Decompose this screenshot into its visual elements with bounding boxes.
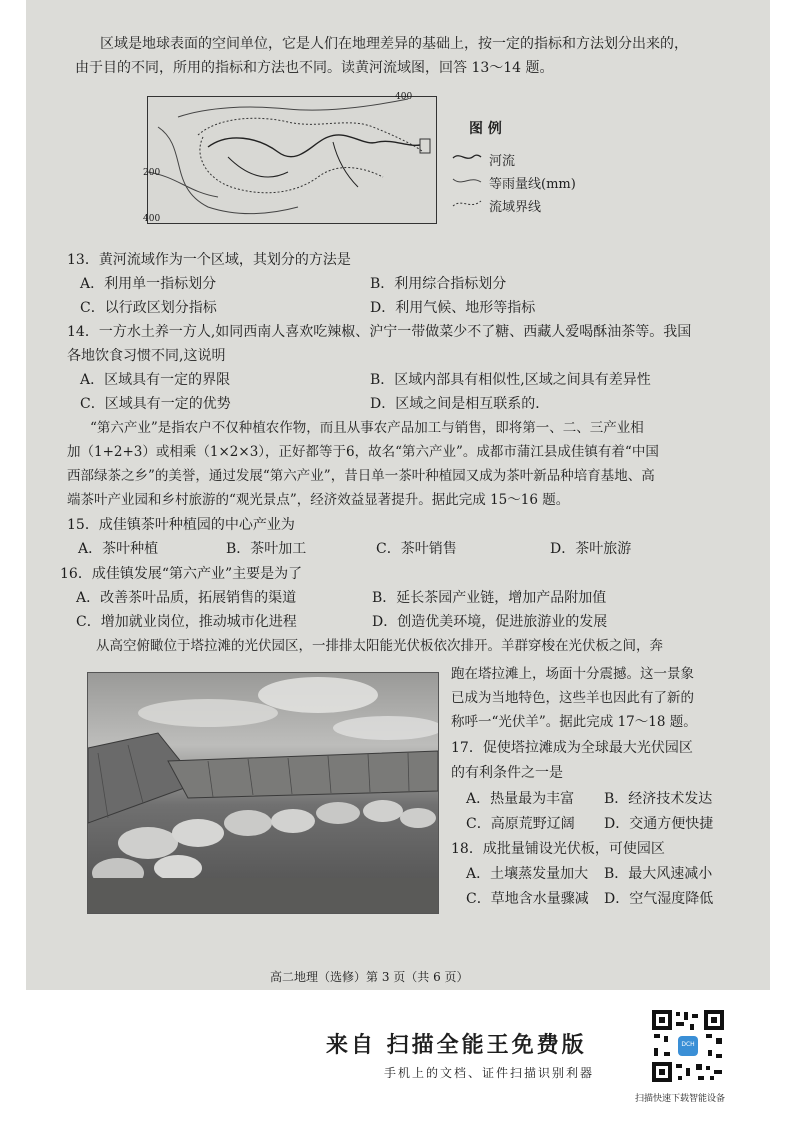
page-number-label: 高二地理（选修）第 3 页（共 6 页）	[270, 970, 469, 984]
qr-center-logo-text: DCH	[681, 1041, 695, 1048]
isohyet-line-top	[178, 99, 408, 117]
q16-option-d: D．创造优美环境，促进旅游业的发展	[372, 614, 608, 630]
q16-option-a: A．改善茶叶品质，拓展销售的渠道	[76, 590, 297, 606]
passage3-line-1: 从高空俯瞰位于塔拉滩的光伏园区，一排排太阳能光伏板依次排开。羊群穿梭在光伏板之间，奔	[96, 638, 663, 654]
q15-stem: 15．成佳镇茶叶种植园的中心产业为	[67, 517, 295, 533]
yellow-river-main-line	[208, 135, 420, 157]
passage3-line-3: 已成为当地特色，这些羊也因此有了新的	[451, 690, 694, 706]
q13-option-a: A．利用单一指标划分	[80, 276, 217, 292]
tributary-line-2	[333, 142, 358, 187]
q14-stem-line-2: 各地饮食习惯不同,这说明	[67, 348, 226, 364]
passage2-line-1: “第六产业”是指农户不仅种植农作物，而且从事农产品加工与销售，即将第一、二、三产业相	[90, 420, 644, 436]
q15-option-d: D．茶叶旅游	[550, 541, 632, 557]
scanner-brand-title: 来自 扫描全能王免费版	[326, 1032, 587, 1058]
intro-line-1: 区域是地球表面的空间单位，它是人们在地理差异的基础上，按一定的指标和方法划分出来的，	[100, 36, 688, 52]
scanner-brand-subtitle: 手机上的文档、证件扫描识别利器	[384, 1066, 595, 1080]
q17-option-a: A．热量最为丰富	[466, 791, 575, 807]
yellow-river-basin-map	[147, 96, 437, 224]
q14-option-b: B．区域内部具有相似性,区域之间具有差异性	[370, 372, 651, 388]
q16-option-c: C．增加就业岗位，推动城市化进程	[76, 614, 297, 630]
map-tick-left-bottom: 400	[143, 214, 161, 224]
isohyet-legend-icon	[452, 173, 482, 187]
qr-code[interactable]	[650, 1008, 726, 1084]
photo-illustration	[88, 673, 438, 913]
isohyet-line-400	[158, 127, 298, 214]
legend-river-label: 河流	[489, 154, 516, 169]
passage2-line-3: 西部绿茶之乡”的美誉，通过发展“第六产业”，昔日单一茶叶种植园又成为茶叶新品种培育基地、高	[67, 468, 655, 484]
q14-option-c: C．区域具有一定的优势	[80, 396, 231, 412]
q15-option-a: A．茶叶种植	[78, 541, 159, 557]
map-drawing	[148, 97, 436, 223]
q15-option-c: C．茶叶销售	[376, 541, 457, 557]
q13-option-c: C．以行政区划分指标	[80, 300, 217, 316]
map-legend-title: 图 例	[469, 121, 502, 137]
map-tick-top: 400	[395, 92, 413, 102]
legend-boundary-label: 流域界线	[489, 200, 542, 215]
passage3-line-4: 称呼一“光伏羊”。据此完成 17～18 题。	[451, 714, 697, 730]
q18-option-a: A．土壤蒸发量加大	[466, 866, 589, 882]
q18-option-c: C．草地含水量骤减	[466, 891, 589, 907]
passage2-line-4: 端茶叶产业园和乡村旅游的“观光景点”，经济效益显著提升。据此完成 15～16 题。	[67, 492, 570, 508]
passage3-line-2: 跑在塔拉滩上，场面十分震撼。这一景象	[451, 666, 694, 682]
q18-stem: 18．成批量铺设光伏板，可使园区	[451, 841, 665, 857]
q17-stem-line-2: 的有利条件之一是	[451, 765, 563, 781]
solar-farm-sheep-photo	[87, 672, 439, 914]
q18-option-b: B．最大风速减小	[604, 866, 713, 882]
q18-option-d: D．空气湿度降低	[604, 891, 714, 907]
boundary-legend-icon	[452, 196, 482, 210]
intro-line-2: 由于目的不同，所用的指标和方法也不同。读黄河流域图，回答 13～14 题。	[75, 60, 554, 76]
legend-isohyet-label: 等雨量线(mm)	[489, 177, 576, 192]
q14-option-a: A．区域具有一定的界限	[80, 372, 231, 388]
q14-option-d: D．区域之间是相互联系的．	[370, 396, 550, 412]
q13-option-b: B．利用综合指标划分	[370, 276, 507, 292]
q17-option-d: D．交通方便快捷	[604, 816, 714, 832]
q17-stem-line-1: 17．促使塔拉滩成为全球最大光伏园区	[451, 740, 693, 756]
q14-stem-line-1: 14．一方水土养一方人,如同西南人喜欢吃辣椒、沪宁一带做菜少不了糖、西藏人爱喝酥油茶等。我国	[67, 324, 692, 340]
q15-option-b: B．茶叶加工	[226, 541, 307, 557]
map-tick-left-mid: 200	[143, 168, 161, 178]
q13-option-d: D．利用气候、地形等指标	[370, 300, 536, 316]
passage2-line-2: 加（1+2+3）或相乘（1×2×3），正好都等于6，故名“第六产业”。成都市蒲江县成佳镇有着“中国	[67, 444, 659, 460]
basin-boundary-line	[198, 118, 423, 152]
q16-stem: 16．成佳镇发展“第六产业”主要是为了	[60, 566, 303, 582]
tributary-line	[228, 157, 288, 177]
q13-stem: 13．黄河流域作为一个区域，其划分的方法是	[67, 252, 351, 268]
q16-option-b: B．延长茶园产业链，增加产品附加值	[372, 590, 607, 606]
qr-caption: 扫描快速下载智能设备	[635, 1094, 726, 1104]
river-legend-icon	[452, 150, 482, 164]
q17-option-b: B．经济技术发达	[604, 791, 713, 807]
q17-option-c: C．高原荒野辽阔	[466, 816, 575, 832]
